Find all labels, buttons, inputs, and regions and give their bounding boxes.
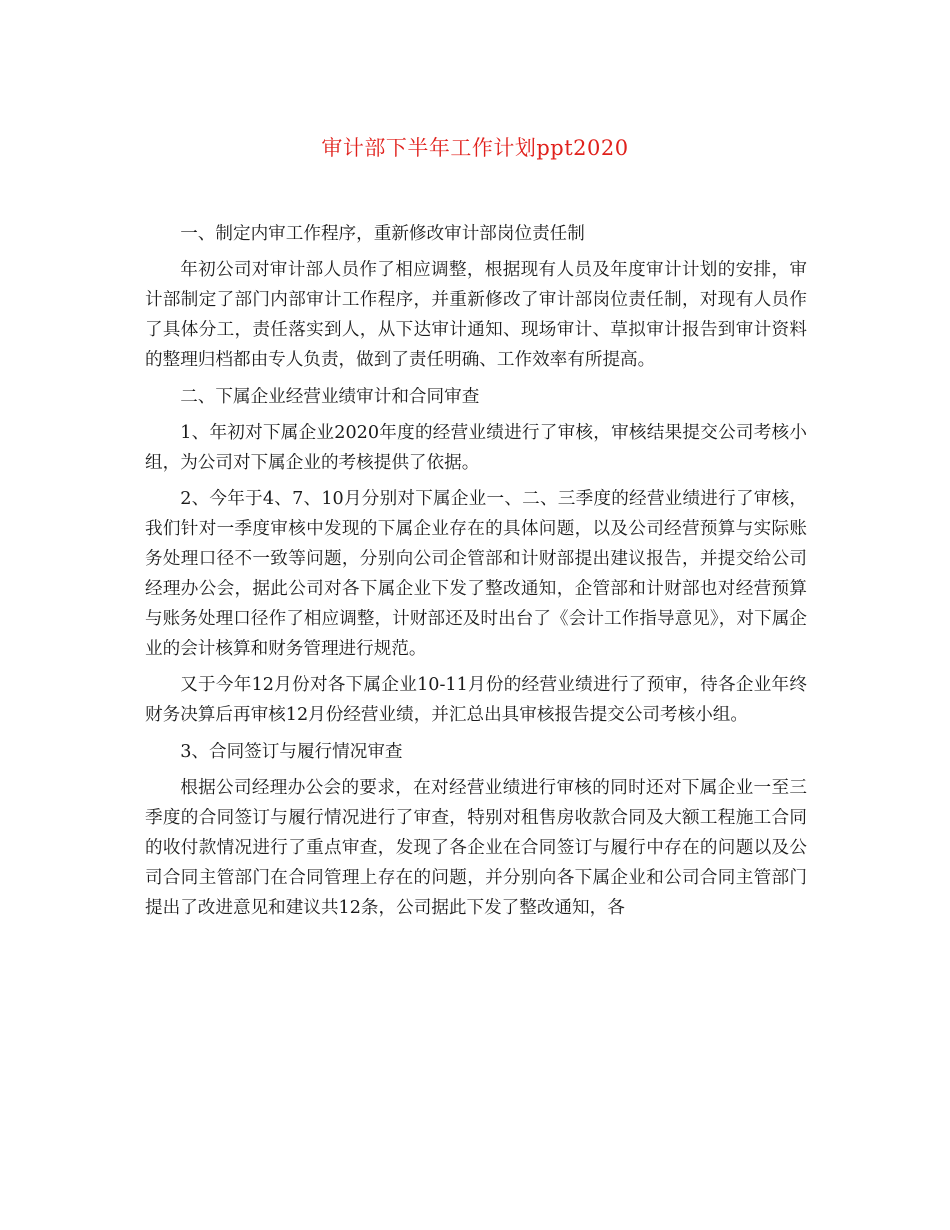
- section-heading: 一、制定内审工作程序，重新修改审计部岗位责任制: [180, 224, 585, 244]
- paragraph: 根据公司经理办公会的要求，在对经营业绩进行审核的同时还对下属企业一至三季度的合同签订与履行情况进行了审查，特别对租售房收款合同及大额工程施工合同的收付款情况进行了重点审查，发现了各企业在合同签订与履行中存在的问题以及公司合同主管部门在合同管理上存在的问题，并分别向各下属企业和公司合同主管部门提出了改进意见和建议共12条，公司据此下发了整改通知，各: [145, 778, 807, 919]
- paragraph: 又于今年12月份对各下属企业10-11月份的经营业绩进行了预审，待各企业年终财务决算后再审核12月份经营业绩，并汇总出具审核报告提交公司考核小组。: [145, 675, 807, 726]
- document-body: [145, 219, 807, 929]
- paragraph: 2、今年于4、7、10月分别对下属企业一、二、三季度的经营业绩进行了审核，我们针对一季度审核中发现的下属企业存在的具体问题，以及公司经营预算与实际账务处理口径不一致等问题，分别向公司企管部和计财部提出建议报告，并提交给公司经理办公会，据此公司对各下属企业下发了整改通知，企管部和计财部也对经营预算与账务处理口径作了相应调整，计财部还及时出台了《会计工作指导意见》，对下属企业的会计核算和财务管理进行规范。: [145, 489, 807, 660]
- paragraph: 1、年初对下属企业2020年度的经营业绩进行了审核，审核结果提交公司考核小组，为公司对下属企业的考核提供了依据。: [145, 422, 807, 473]
- paragraph: 年初公司对审计部人员作了相应调整，根据现有人员及年度审计计划的安排，审计部制定了部门内部审计工作程序，并重新修改了审计部岗位责任制，对现有人员作了具体分工，责任落实到人，从下达审计通知、现场审计、草拟审计报告到审计资料的整理归档都由专人负责，做到了责任明确、工作效率有所提高。: [145, 260, 807, 371]
- document-title: 审计部下半年工作计划ppt2020: [321, 136, 629, 160]
- subsection-heading: 3、合同签订与履行情况审查: [180, 741, 403, 762]
- section-heading: 二、下属企业经营业绩审计和合同审查: [180, 386, 480, 407]
